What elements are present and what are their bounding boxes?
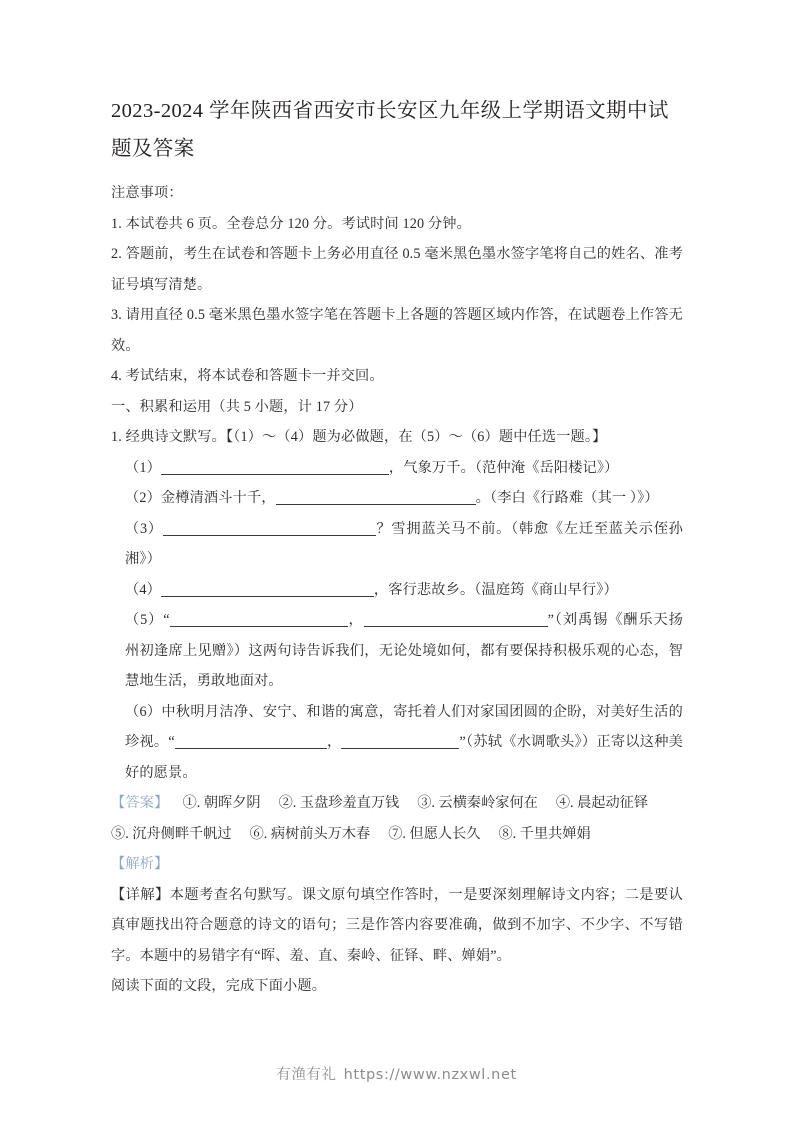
fill-blank-6a[interactable] (175, 733, 327, 749)
question-1-item-3 (111, 514, 683, 575)
page-title: 2023-2024 学年陕西省西安市长安区九年级上学期语文期中试题及答案 (111, 100, 669, 160)
fill-blank-3[interactable] (163, 520, 376, 536)
item-6-after: ”（苏轼《水调歌头》）正寄以这种美好的愿景。 (125, 734, 683, 781)
notice-item-1: 1. 本试卷共 6 页。全卷总分 120 分。考试时间 120 分钟。 (111, 215, 471, 232)
analysis-detail (111, 880, 683, 972)
notice-item-4: 4. 考试结束，将本试卷和答题卡一并交回。 (111, 368, 384, 384)
item-4-after: ，客行悲故乡。（温庭筠《商山早行》） (373, 581, 618, 598)
footer-watermark (0, 1063, 793, 1084)
analysis-tag: 【解析】 (111, 856, 169, 872)
item-1-label: （1） (125, 459, 161, 476)
item-5-label: （5）“ (125, 612, 170, 628)
notice-item-3: 3. 请用直径 0.5 毫米黑色墨水签字笔在答题卡上各题的答题区域内作答，在试题卷上作答无效。 (111, 307, 683, 354)
item-5-mid: ， (347, 612, 364, 628)
footer-brand: 有渔有礼 (276, 1067, 337, 1083)
item-6-lead: （6）中秋明月洁净、安宁、和谐的寓意，寄托着人们对家国团圆的企盼，对美好生活的珍视。“ (125, 703, 683, 750)
notice-item-2: 2. 答题前，考生在试卷和答题卡上务必用直径 0.5 毫米黑色墨水签字笔将自己的姓名、准考证号填写清楚。 (111, 246, 683, 293)
analysis-detail-tag: 【详解】 (111, 886, 170, 903)
item-3-label: （3） (125, 520, 163, 537)
question-1-item-5 (111, 605, 683, 697)
item-2-label: （2）金樽清酒斗十千， (125, 490, 276, 506)
section-heading: 一、积累和运用（共 5 小题，计 17 分） (111, 398, 363, 415)
item-6-mid: ， (326, 734, 342, 750)
item-2-after: 。（李白《行路难（其一 ）》） (475, 490, 659, 506)
answer-block (111, 788, 683, 849)
item-1-after: ，气象万千。（范仲淹《岳阳楼记》） (388, 459, 619, 476)
question-1-item-6 (111, 697, 683, 789)
answer-item-6: ⑥. 病树前头万木春 (249, 825, 371, 842)
answer-tag: 【答案】 (111, 795, 169, 811)
answer-item-3: ③. 云横秦岭家何在 (417, 795, 538, 811)
fill-blank-1[interactable] (161, 459, 389, 475)
question-1-stem: 1. 经典诗文默写。【（1）～（4）题为必做题，在（5）～（6）题中任选一题。】 (111, 429, 607, 445)
answer-item-5: ⑤. 沉舟侧畔千帆过 (111, 825, 232, 842)
notice-heading: 注意事项： (111, 185, 183, 201)
answer-item-8: ⑧. 千里共婵娟 (498, 825, 591, 842)
fill-blank-5b[interactable] (364, 611, 548, 627)
answer-item-7: ⑦. 但愿人长久 (388, 825, 481, 842)
analysis-tag-row (111, 849, 683, 880)
question-1-item-2 (111, 483, 683, 514)
question-1-item-4 (111, 575, 683, 606)
item-4-label: （4） (125, 581, 161, 598)
question-1-item-1 (111, 453, 683, 484)
fill-blank-2[interactable] (276, 489, 476, 505)
answer-item-4: ④. 晨起动征铎 (555, 795, 649, 811)
document-content (111, 92, 683, 1002)
fill-blank-4[interactable] (161, 581, 374, 597)
answer-item-2: ②. 玉盘珍羞直万钱 (278, 795, 400, 811)
answer-item-1: ①. 朝晖夕阴 (182, 795, 261, 811)
item-5-after: ”（刘禹锡《酬乐天扬州初逢席上见赠》）这两句诗告诉我们，无论处境如何，都有要保持积极乐观的心态，智慧地生活，勇敢地面对。 (125, 612, 683, 689)
next-prompt: 阅读下面的文段，完成下面小题。 (111, 978, 327, 994)
analysis-detail-text: 本题考查名句默写。课文原句填空作答时，一是要深刻理解诗文内容；二是要认真审题找出符合题意的诗文的语句；三是作答内容要准确，做到不加字、不少字、不写错字。本题中的易错字有“晖、羞、直、秦岭、征铎、畔、婵娟”。 (111, 886, 683, 964)
footer-url: https://www.nzxwl.net (343, 1067, 517, 1083)
item-3-after: ？雪拥蓝关马不前。（韩愈《左迁至蓝关示侄孙湘》） (125, 520, 683, 567)
fill-blank-5a[interactable] (170, 611, 348, 627)
fill-blank-6b[interactable] (341, 733, 459, 749)
